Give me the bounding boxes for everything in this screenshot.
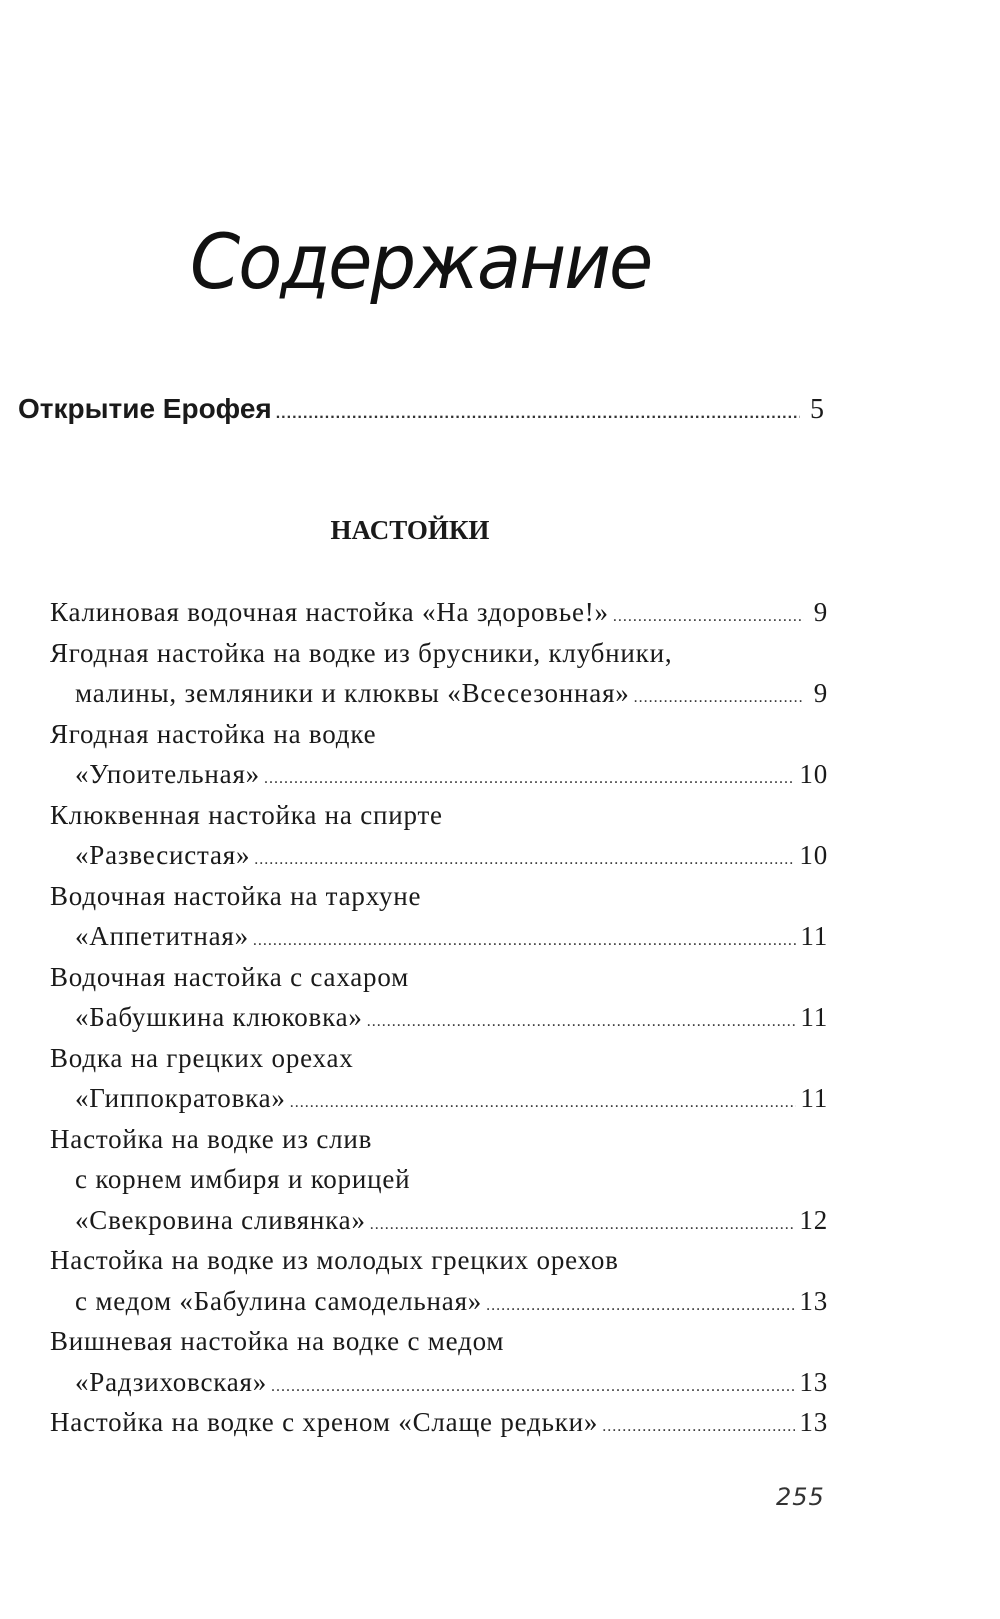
dot-leader bbox=[276, 405, 800, 423]
entry-text: «Аппетитная» bbox=[75, 921, 249, 951]
toc-entry bbox=[50, 876, 828, 957]
entry-line bbox=[50, 1281, 828, 1322]
dot-leader bbox=[613, 597, 804, 638]
entry-line bbox=[50, 714, 828, 755]
toc-entry bbox=[50, 795, 828, 876]
dot-leader bbox=[271, 1367, 795, 1408]
entry-text: Клюквенная настойка на спирте bbox=[50, 799, 443, 830]
entry-line bbox=[50, 997, 828, 1038]
section-heading: НАСТОЙКИ bbox=[330, 515, 490, 545]
entry-line bbox=[50, 1078, 828, 1119]
dot-leader bbox=[290, 1083, 797, 1124]
dot-leader bbox=[634, 678, 804, 719]
entry-line bbox=[50, 1200, 828, 1241]
entry-line bbox=[50, 876, 828, 917]
entry-text: Водочная настойка с сахаром bbox=[50, 961, 410, 992]
toc-entry bbox=[50, 714, 828, 795]
entry-line bbox=[50, 1402, 828, 1443]
entry-line bbox=[50, 592, 828, 633]
entry-line bbox=[50, 1119, 828, 1160]
entry-text: «Свекровина сливянка» bbox=[75, 1204, 366, 1235]
entry-line bbox=[50, 916, 828, 957]
entry-page: 11 bbox=[800, 921, 828, 951]
dot-leader bbox=[264, 759, 795, 800]
entry-page: 13 bbox=[799, 1366, 828, 1397]
entry-page: 11 bbox=[800, 1002, 828, 1032]
entry-text: «Радзиховская» bbox=[75, 1366, 268, 1397]
entry-text: с медом «Бабулина самодельная» bbox=[75, 1285, 483, 1316]
dot-leader bbox=[367, 1002, 797, 1043]
entry-text: Водка на грецких орехах bbox=[50, 1042, 354, 1073]
toc-entry bbox=[50, 592, 828, 633]
entry-page: 13 bbox=[799, 1285, 828, 1316]
entry-line bbox=[50, 1159, 828, 1200]
entry-text: с корнем имбиря и корицей bbox=[75, 1164, 411, 1194]
entry-page: 9 bbox=[813, 597, 828, 627]
entry-line bbox=[50, 795, 828, 836]
page-number: 255 bbox=[776, 1483, 825, 1511]
entry-page: 9 bbox=[813, 678, 828, 708]
dot-leader bbox=[602, 1407, 795, 1448]
toc-entry bbox=[50, 633, 828, 714]
entry-line bbox=[50, 633, 828, 674]
entry-page: 10 bbox=[799, 759, 828, 789]
entry-page: 5 bbox=[810, 394, 824, 425]
toc-entry bbox=[50, 1038, 828, 1119]
entry-line bbox=[50, 1038, 828, 1079]
entry-line bbox=[50, 835, 828, 876]
entry-line bbox=[50, 1362, 828, 1403]
page-title: Содержание bbox=[190, 217, 652, 307]
dot-leader bbox=[253, 921, 797, 962]
entry-line bbox=[50, 673, 828, 714]
entry-page: 13 bbox=[799, 1407, 828, 1437]
toc-entry bbox=[50, 1119, 828, 1241]
entry-line bbox=[50, 754, 828, 795]
entry-label: Открытие Ерофея bbox=[18, 393, 272, 424]
entry-line bbox=[50, 1240, 828, 1281]
toc-list bbox=[50, 592, 828, 1443]
toc-entry bbox=[50, 1321, 828, 1402]
entry-text: Ягодная настойка на водке из брусники, клубники, bbox=[50, 637, 673, 668]
toc-entry-intro bbox=[18, 393, 824, 426]
entry-text: Настойка на водке из слив bbox=[50, 1123, 373, 1154]
entry-page: 10 bbox=[799, 840, 828, 870]
entry-text: Настойка на водке с хреном «Слаще редьки» bbox=[50, 1407, 599, 1437]
entry-text: Водочная настойка на тархуне bbox=[50, 880, 422, 911]
entry-line bbox=[50, 957, 828, 998]
toc-entry bbox=[50, 1402, 828, 1443]
entry-page: 11 bbox=[800, 1083, 828, 1113]
entry-line bbox=[50, 1321, 828, 1362]
toc-entry bbox=[50, 1240, 828, 1321]
entry-text: «Упоительная» bbox=[75, 759, 260, 789]
dot-leader bbox=[486, 1286, 795, 1327]
entry-text: Настойка на водке из молодых грецких орехов bbox=[50, 1245, 619, 1275]
entry-text: малины, земляники и клюквы «Всесезонная» bbox=[75, 678, 630, 708]
dot-leader bbox=[370, 1205, 796, 1246]
entry-text: Ягодная настойка на водке bbox=[50, 718, 377, 749]
entry-text: «Гиппократовка» bbox=[75, 1083, 286, 1113]
entry-page: 12 bbox=[799, 1204, 828, 1235]
entry-text: Вишневая настойка на водке с медом bbox=[50, 1326, 505, 1356]
entry-text: «Развесистая» bbox=[75, 840, 251, 870]
toc-entry bbox=[50, 957, 828, 1038]
entry-text: Калиновая водочная настойка «На здоровье!» bbox=[50, 597, 609, 627]
entry-text: «Бабушкина клюковка» bbox=[75, 1002, 363, 1032]
dot-leader bbox=[254, 840, 795, 881]
